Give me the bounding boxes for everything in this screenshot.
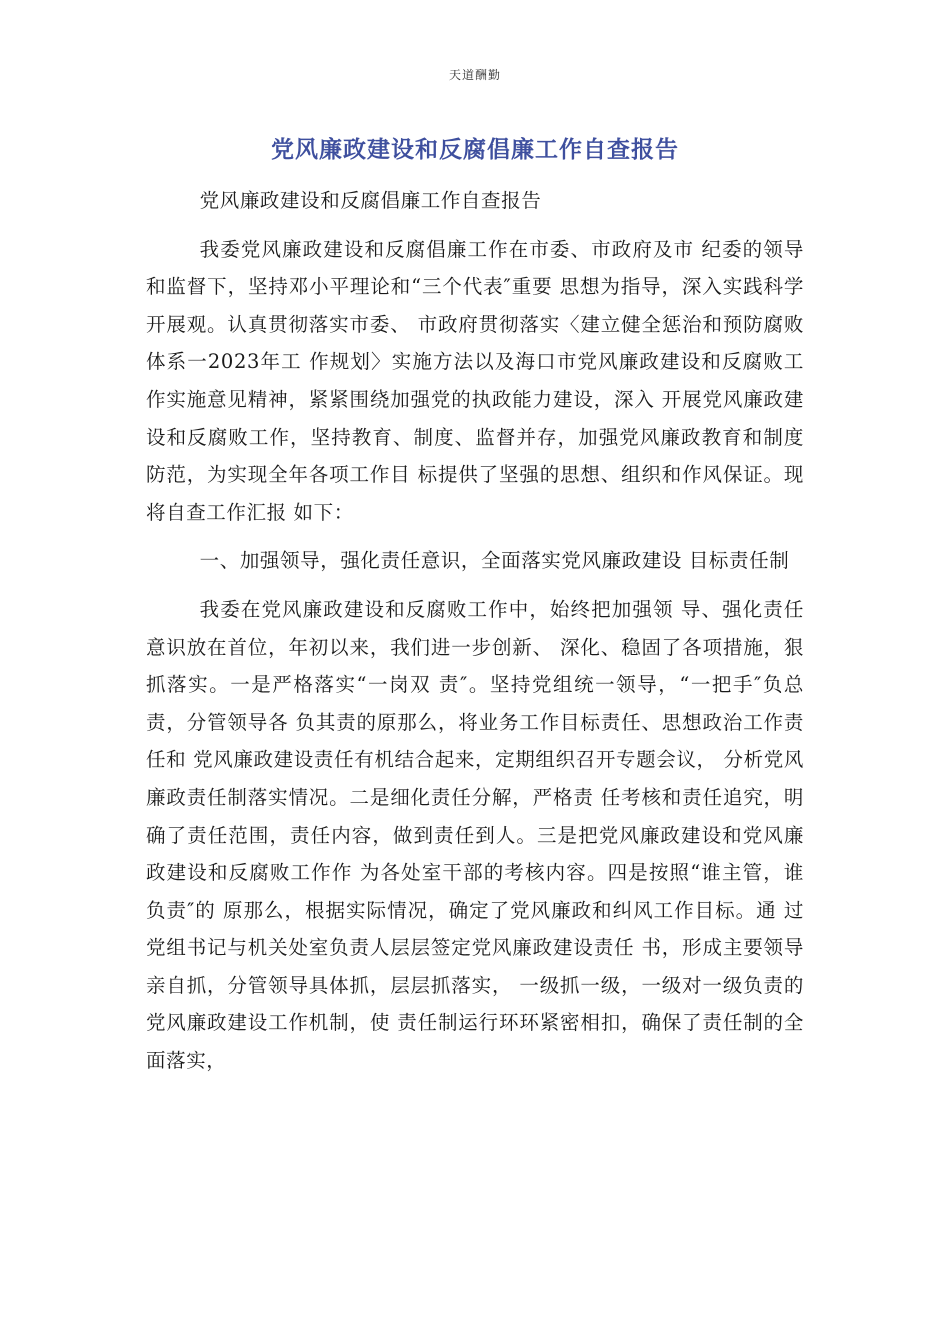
section-heading: 一、加强领导，强化责任意识，全面落实党风廉政建设 目标责任制 — [199, 549, 790, 573]
subtitle-paragraph: 党风廉政建设和反腐倡廉工作自查报告 — [199, 189, 542, 212]
body-paragraph: 我委在党风廉政建设和反腐败工作中，始终把加强领 导、强化责任意识放在首位，年初以来，我们进一步创新、 深化、稳固了各项措施，狠抓落实。一是严格落实“一岗双 责″。坚持党组统一领导，“一把手″负总责，分管领导各 负其责的原那么，将业务工作目标责任、思想政治工作责任和 党风廉政建设责任有机结合起来，定期组织召开专题会议， 分析党风廉政责任制落实情况。二是细化责任分解，严格责 任考核和责任追究，明确了责任范围，责任内容，做到责任到人。三是把党风廉政建设和党风廉政建设和反腐败工作作 为各处室干部的考核内容。四是按照“谁主管，谁负责″的 原那么，根据实际情况，确定了党风廉政和纠风工作目标。通 过党组书记与机关处室负责人层层签定党风廉政建设责任 书，形成主要领导亲自抓，分管领导具体抓，层层抓落实， 一级抓一级，一级对一级负责的党风廉政建设工作机制，使 责任制运行环环紧密相扣，确保了责任制的全面落实， — [146, 597, 804, 1073]
page-header: 天道酬勤 — [448, 68, 501, 82]
document-body — [146, 182, 804, 1091]
intro-paragraph: 我委党风廉政建设和反腐倡廉工作在市委、市政府及市 纪委的领导和监督下，坚持邓小平理论和“三个代表″重要 思想为指导，深入实践科学开展观。认真贯彻落实市委、 市政府贯彻落实〈建立健全惩治和预防腐败体系一2023年工 作规划〉实施方法以及海口市党风廉政建设和反腐败工 作实施意见精神，紧紧围绕加强党的执政能力建设，深入 开展党风廉政建设和反腐败工作，坚持教育、制度、监督并存，加强党风廉政教育和制度防范，为实现全年各项工作目 标提供了坚强的思想、组织和作风保证。现将自查工作汇报 如下： — [146, 237, 804, 524]
document-title: 党风廉政建设和反腐倡廉工作自查报告 — [271, 137, 679, 163]
